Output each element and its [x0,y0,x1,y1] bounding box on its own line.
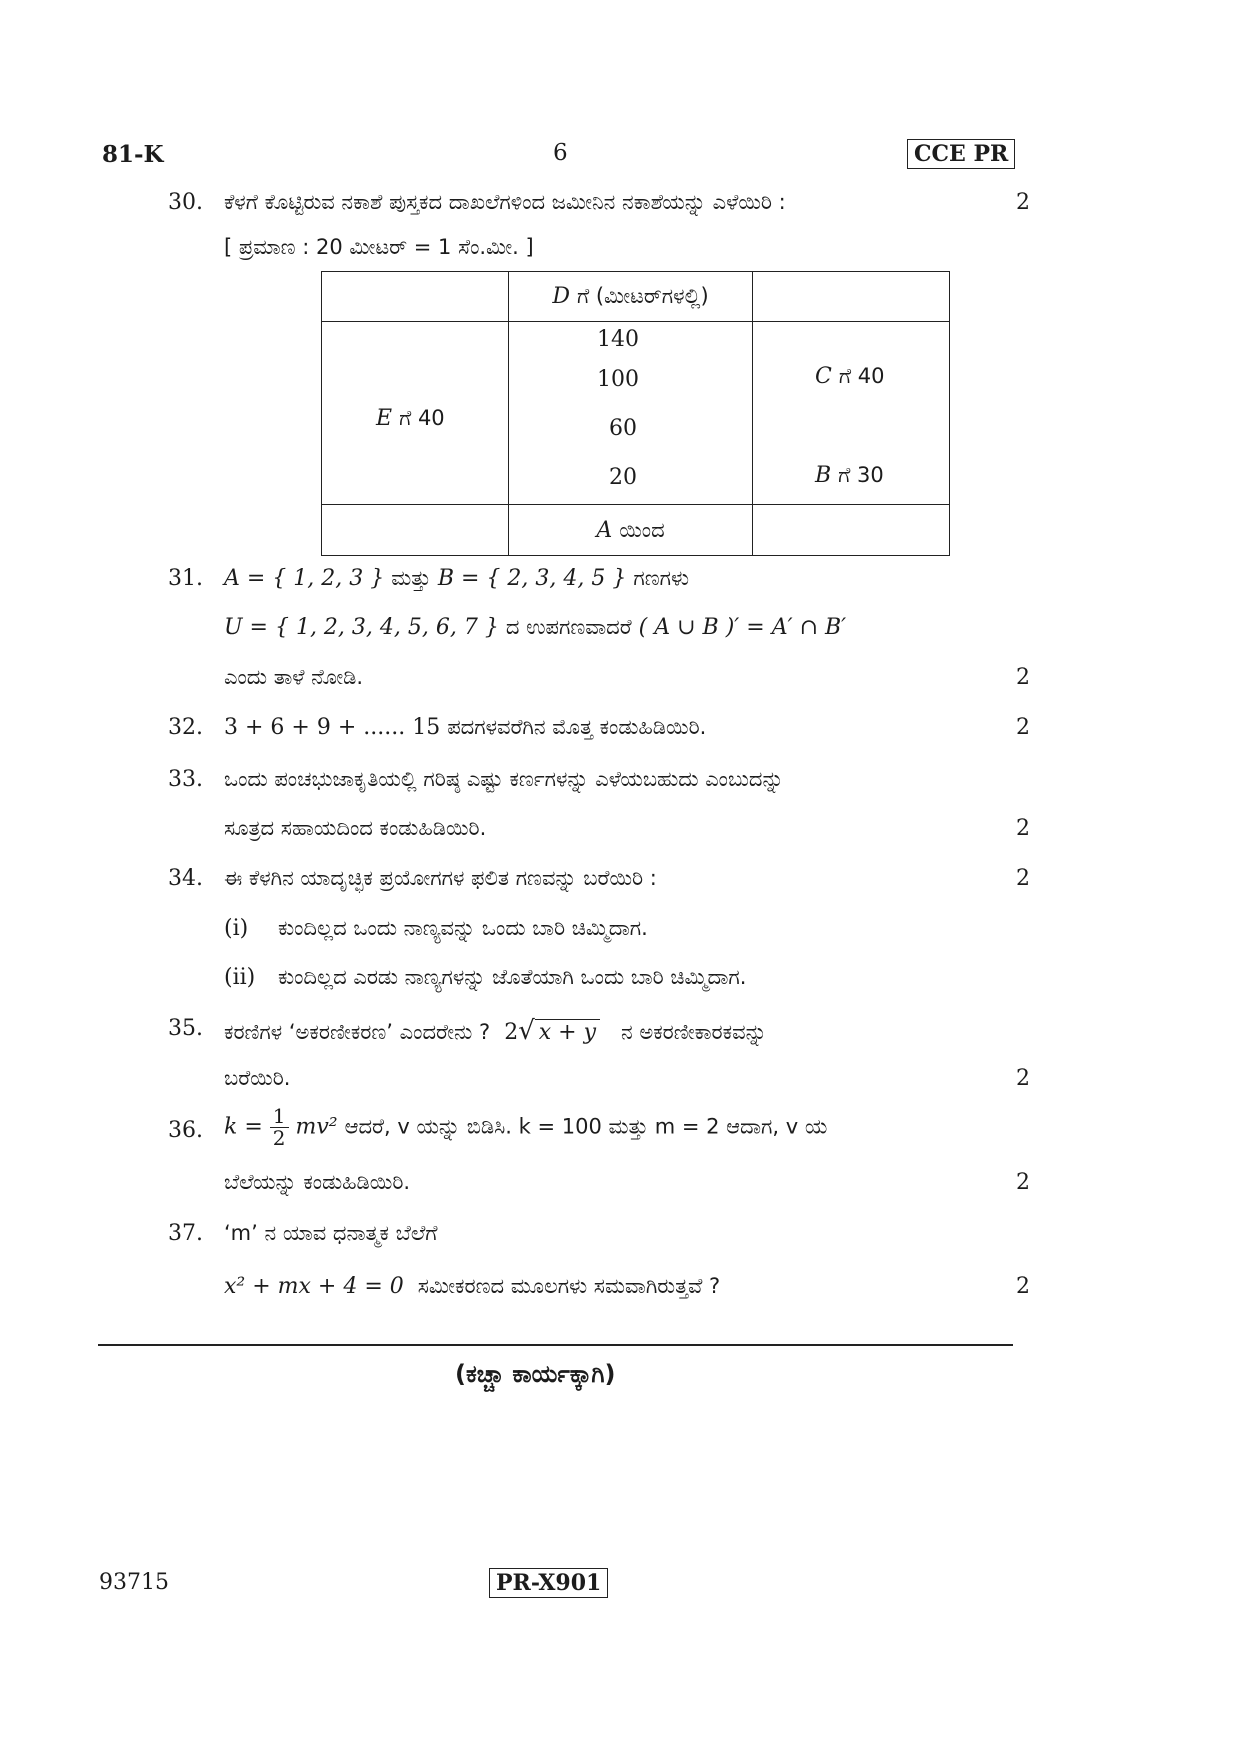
question-33-marks: 2 [1016,816,1030,841]
sub-question-label: (i) [224,916,249,941]
question-31-line-3: ಎಂದು ತಾಳೆ ನೋಡಿ. [224,665,364,689]
table-left-offset-cell [322,322,509,505]
question-number-30: 30. [168,190,203,215]
question-33-line-2: ಸೂತ್ರದ ಸಹಾಯದಿಂದ ಕಂಡುಹಿಡಿಯಿರಿ. [224,816,487,840]
question-34-marks: 2 [1016,866,1030,891]
question-35-line-2: ಬರೆಯಿರಿ. [224,1066,291,1090]
question-30-marks: 2 [1016,190,1030,215]
question-34-text: ಈ ಕೆಳಗಿನ ಯಾದೃಚ್ಛಿಕ ಪ್ರಯೋಗಗಳ ಫಲಿತ ಗಣವನ್ನು ಬರೆಯಿರಿ : [224,866,657,890]
question-30-text: ಕೆಳಗೆ ಕೊಟ್ಟಿರುವ ನಕಾಶೆ ಪುಸ್ತಕದ ದಾಖಲೆಗಳಿಂದ ಜಮೀನಿನ ನಕಾಶೆಯನ್ನು ಎಳೆಯಿರಿ : [224,190,786,214]
question-36-marks: 2 [1016,1170,1030,1195]
distance-value: 140 [597,327,639,352]
fraction-one-half: $\frac{1}{2}$ [270,1106,289,1149]
question-37-line-2: x² + mx + 4 = 0 ಸಮೀಕರಣದ ಮೂಲಗಳು ಸಮವಾಗಿರುತ್ತವೆ ? [224,1274,721,1299]
footer-paper-code: PR-X901 [489,1568,608,1598]
sub-question-label: (ii) [224,965,256,990]
question-36-line-2: ಬೆಲೆಯನ್ನು ಕಂಡುಹಿಡಿಯಿರಿ. [224,1170,411,1194]
question-32-text: 3 + 6 + 9 + ...... 15 ಪದಗಳವರೆಗಿನ ಮೊತ್ತ ಕಂಡುಹಿಡಿಯಿರಿ. [224,715,707,740]
question-number-34: 34. [168,866,203,891]
series-badge: CCE PR [907,139,1015,169]
table-footer-mid: A ಯಿಂದ [509,505,753,556]
divider-rule [98,1344,1013,1346]
table-footer-right [753,505,950,556]
sub-question-text: ಕುಂದಿಲ್ಲದ ಒಂದು ನಾಣ್ಯವನ್ನು ಒಂದು ಬಾರಿ ಚಿಮ್ಮಿದಾಗ. [278,916,648,940]
question-number-37: 37. [168,1221,203,1246]
question-36-line-1: k = $\frac{1}{2}$ mv² ಆದರೆ, v ಯನ್ನು ಬಿಡಿಸಿ. k = 100 ಮತ್ತು m = 2 ಆದಾಗ, v ಯ [224,1104,828,1150]
question-35-line-1: ಕರಣಿಗಳ ‘ಅಕರಣೀಕರಣ’ ಎಂದರೇನು ? 2√ x + y ನ ಅಕರಣೀಕಾರಕವನ್ನು [224,1016,767,1046]
distance-value: 100 [597,367,639,392]
question-number-33: 33. [168,767,203,792]
offset-c: C ಗೆ 40 [815,364,885,389]
question-35-marks: 2 [1016,1066,1030,1091]
question-number-31: 31. [168,566,203,591]
question-32-marks: 2 [1016,715,1030,740]
footer-serial: 93715 [99,1570,169,1595]
question-37-marks: 2 [1016,1274,1030,1299]
table-right-offset-cell [753,322,950,505]
question-number-36: 36. [168,1118,203,1143]
question-37-line-1: ‘m’ ನ ಯಾವ ಧನಾತ್ಮಕ ಬೆಲೆಗೆ [224,1221,438,1245]
table-header-mid: D ಗೆ (ಮೀಟರ್‌ಗಳಲ್ಲಿ) [509,272,753,322]
question-31-line-2: U = { 1, 2, 3, 4, 5, 6, 7 } ದ ಉಪಗಣವಾದರೆ ( A ∪ B )′ = A′ ∩ B′ [224,615,847,640]
offset-b: B ಗೆ 30 [815,463,884,488]
distance-value: 60 [609,416,637,441]
rough-work-label: (ಕಚ್ಚಾ ಕಾರ್ಯಕ್ಕಾಗಿ) [455,1360,616,1388]
question-31-marks: 2 [1016,665,1030,690]
radicand: x + y [535,1019,600,1045]
table-header-left [322,272,509,322]
question-31-line-1: A = { 1, 2, 3 } ಮತ್ತು B = { 2, 3, 4, 5 } ಗಣಗಳು [224,566,690,591]
field-book-table [321,271,950,556]
page-number: 6 [553,140,568,166]
question-30-scale: [ ಪ್ರಮಾಣ : 20 ಮೀಟರ್ = 1 ಸೆಂ.ಮೀ. ] [224,235,534,259]
paper-code-left: 81-K [102,141,164,168]
question-number-32: 32. [168,715,203,740]
sub-question-text: ಕುಂದಿಲ್ಲದ ಎರಡು ನಾಣ್ಯಗಳನ್ನು ಜೊತೆಯಾಗಿ ಒಂದು ಬಾರಿ ಚಿಮ್ಮಿದಾಗ. [278,965,747,989]
offset-e: E ಗೆ 40 [376,406,445,431]
table-footer-left [322,505,509,556]
question-33-line-1: ಒಂದು ಪಂಚಭುಜಾಕೃತಿಯಲ್ಲಿ ಗರಿಷ್ಠ ಎಷ್ಟು ಕರ್ಣಗಳನ್ನು ಎಳೆಯಬಹುದು ಎಂಬುದನ್ನು [224,767,784,791]
distance-value: 20 [609,465,637,490]
question-number-35: 35. [168,1016,203,1041]
table-header-right [753,272,950,322]
table-distance-cell [509,322,753,505]
